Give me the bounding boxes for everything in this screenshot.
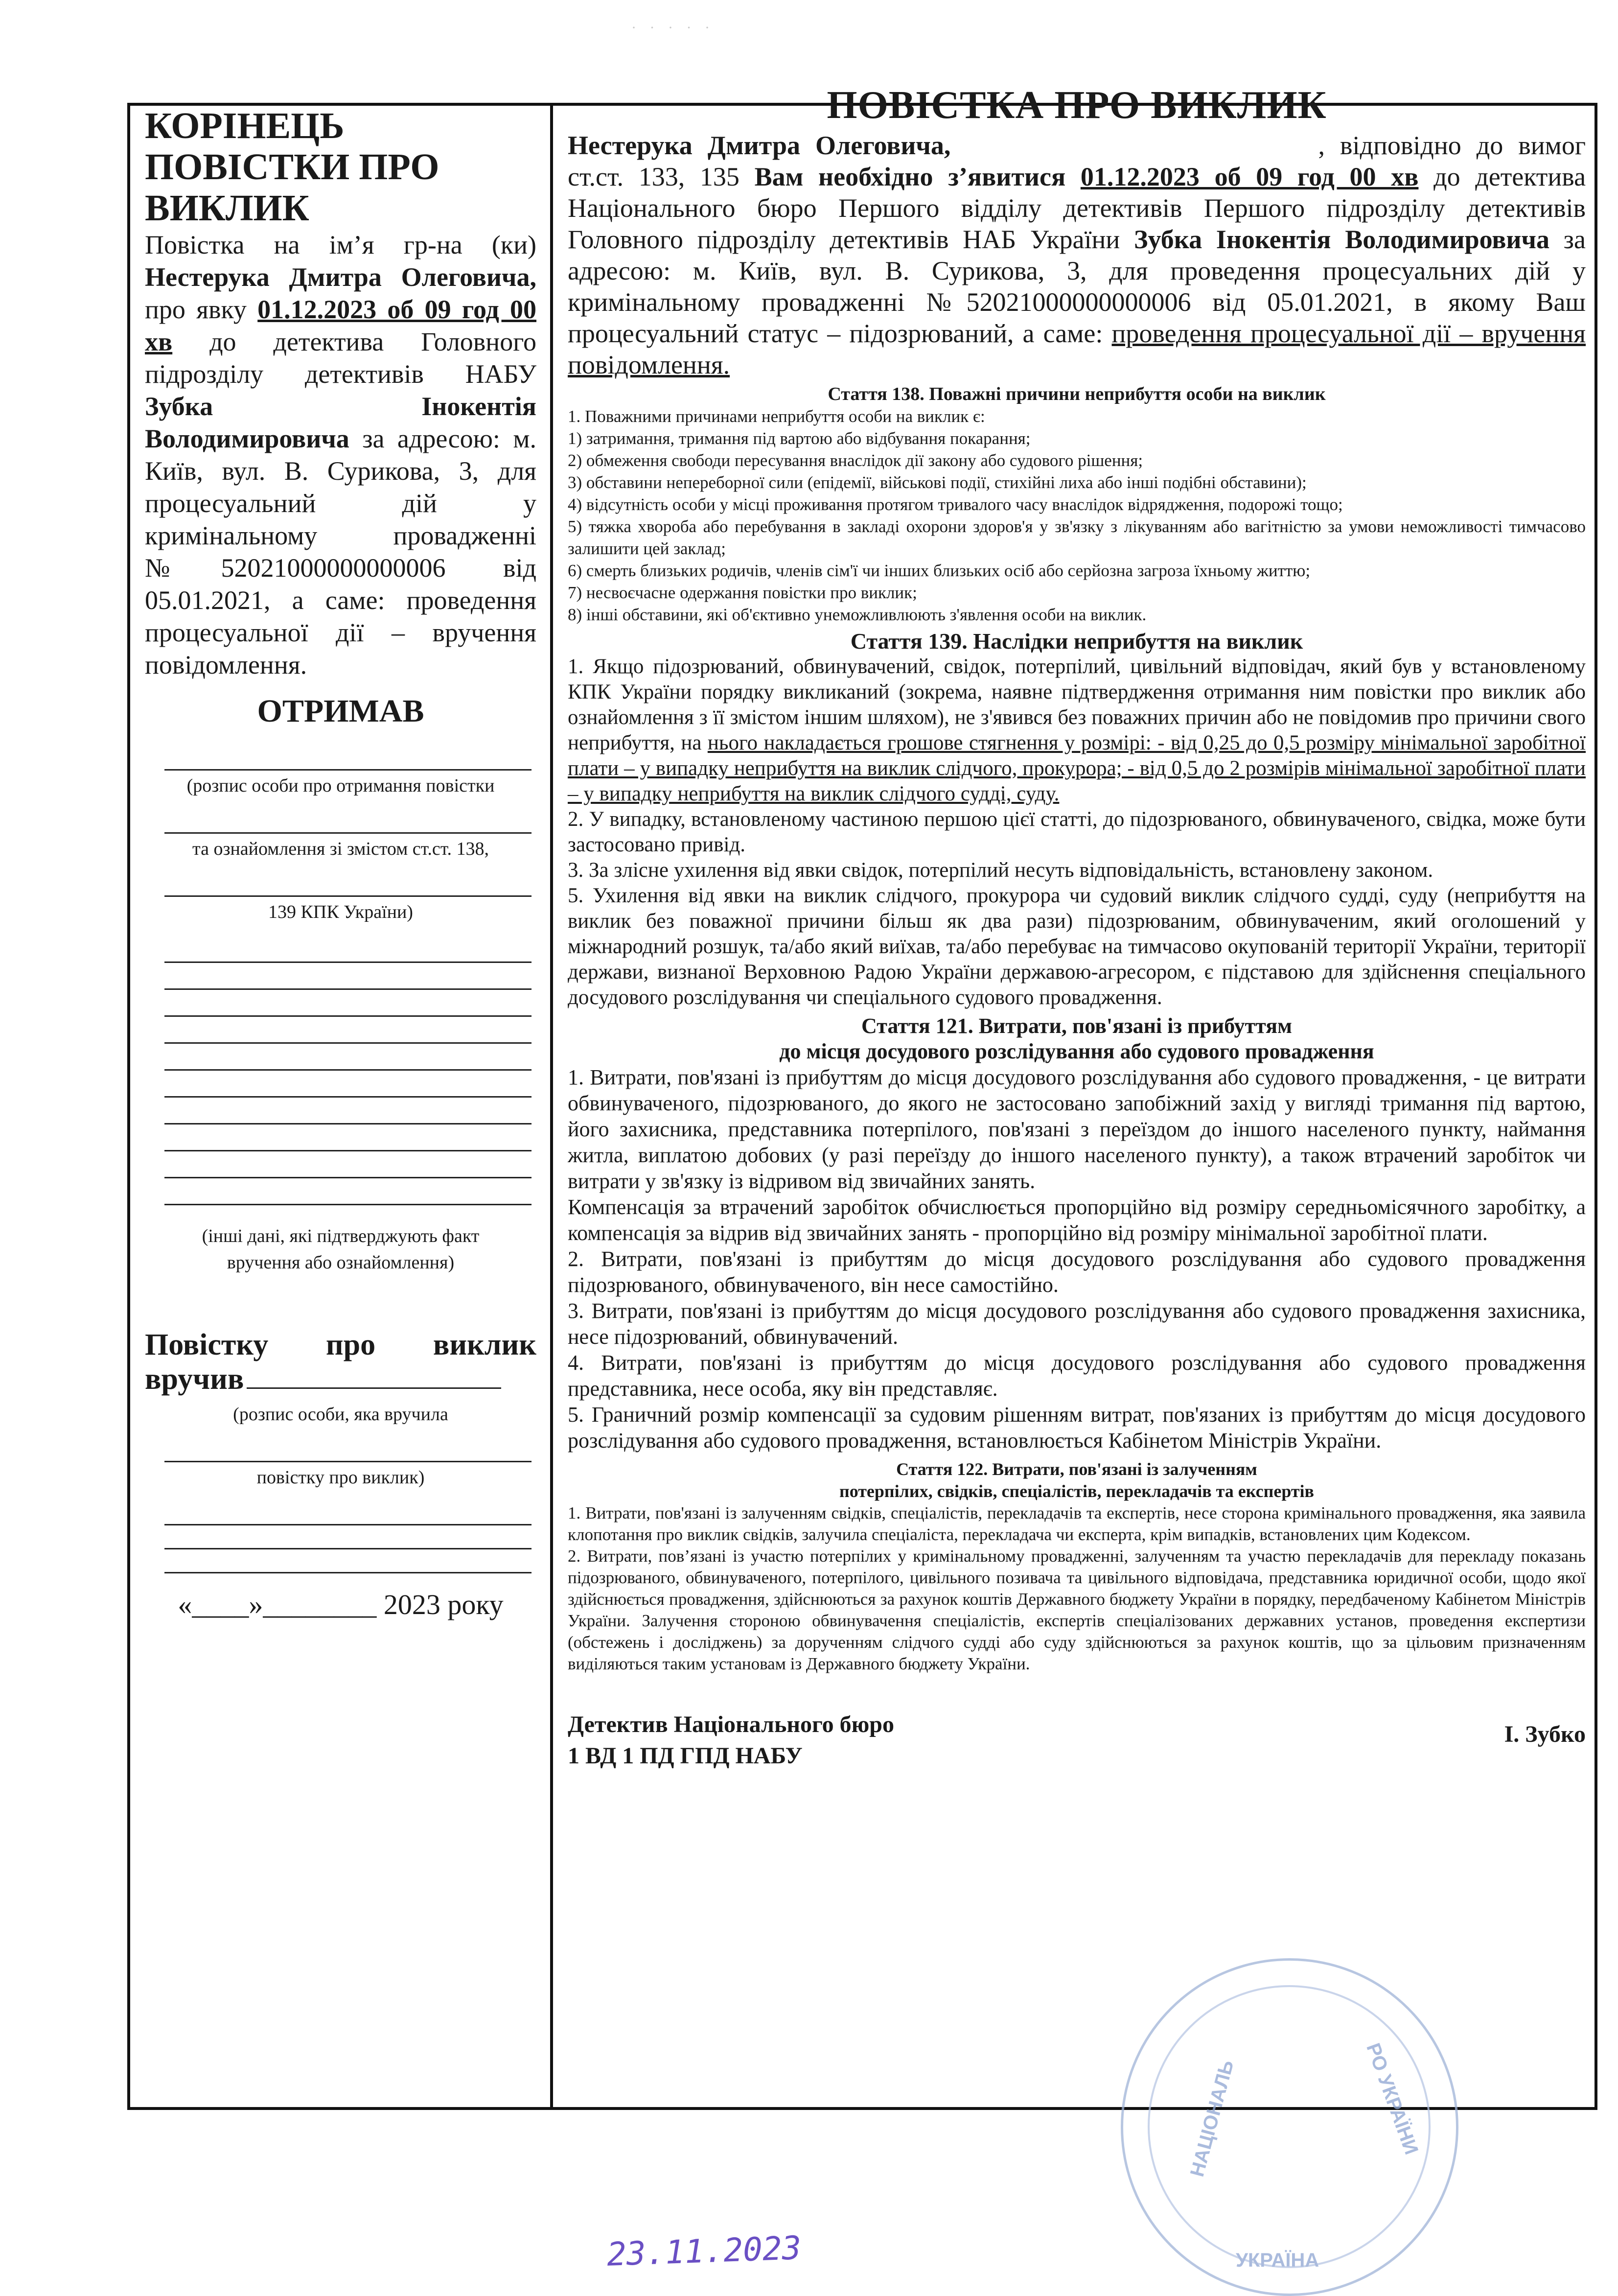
notice-legal-basis: , відповідно до вимог ст.ст. 133,: [568, 131, 1586, 191]
article-138-title: Стаття 138. Поважні причини неприбуття особи на виклик: [828, 384, 1326, 404]
signer-unit: 1 ВД 1 ПД ГПД НАБУ: [568, 1743, 803, 1769]
list-item: 5) тяжка хвороба або перебування в закладі охорони здоров'я у зв'язку з лікуванням або вагітністю за умови неможливості тимчасово залишити цей заклад;: [568, 517, 1586, 558]
signature-line[interactable]: [164, 810, 532, 834]
notice-detective-desc: до детектива Національного бюро Першого відділу детективів Першого підрозділу детективів Головного підрозділу детективів НАБ України: [568, 162, 1586, 254]
stub-column: [145, 105, 536, 1621]
served-signature-line[interactable]: [247, 1387, 501, 1389]
stamp-text: РО УКРАЇНИ: [1362, 2040, 1423, 2157]
notice-proceedings: , для проведення процесуальних дій у кримінальному провадженні №52021000000000006 від 05.01.2021, в якому Ваш процесуальний статус – підозрюваний, а саме:: [568, 256, 1586, 348]
served-extra-line[interactable]: [164, 1525, 532, 1549]
fine-clause: нього накладається грошове стягнення у розмірі: - від 0,25 до 0,5 розміру мінімальної заробітної плати – у випадку неприбуття на виклик слідчого, прокурора; - від 0,5 до 2 розмірів мінімальної заробітної плати – у випадку неприбуття на виклик слідчого судді, суду.: [568, 731, 1586, 805]
notice-datetime: 01.12.2023 об 09 год 00 хв: [1080, 162, 1419, 191]
other-data-line[interactable]: [164, 1151, 532, 1178]
signature-caption-2: та ознайомлення зі змістом ст.ст. 138,: [192, 839, 489, 859]
signature-block: [568, 1709, 1586, 1778]
signature-caption-1: (розпис особи про отримання повістки: [186, 775, 495, 796]
other-data-line[interactable]: [164, 1125, 532, 1151]
article-139-body: 1. Якщо підозрюваний, обвинувачений, свідок, потерпілий, цивільний відповідач, який був у встановленому КПК України порядку викликаний (зокрема, наявне підтвердження отримання ним повістки про виклик або ознайомлення з її змістом іншим шляхом), не з'явився без поважних причин або не повідомив про причини свого неприбуття, на нього накладається грошове стягнення у розмірі: - від 0,25 до 0,5 розміру мінімальної заробітної плати – у випадку неприбуття на виклик слідчого, прокурора; - від 0,5 до 2 розмірів мінімальної заробітної плати – у випадку неприбуття на виклик слідчого судді, суду. 2. У випадку, встановленому частиною першою цієї статті, до підозрюваного, обвинуваченого, свідка, може бути застосовано привід. 3. За злісне ухилення від явки свідок, потерпілий несуть відповідальність, встановлену законом. 5. Ухилення від явки на виклик слідчого, прокурора чи судовий виклик слідчого судді, суду (неприбуття на виклик без поважної причини більш як два рази) підозрюваним, обвинуваченим, який оголошений у міжнародний розшук, та/або який виїхав, та/або перебуває на тимчасово окупованій території України, території держави, визнаної Верховною Радою України державою-агресором, є підставою для здійснення спеціального досудового розслідування чи спеціального судового провадження.: [568, 655, 1586, 1009]
list-item: 7) несвоєчасне одержання повістки про виклик;: [568, 583, 917, 602]
served-extra-line[interactable]: [164, 1501, 532, 1525]
other-data-line[interactable]: [164, 1178, 532, 1205]
received-title: ОТРИМАВ: [257, 693, 424, 729]
other-data-line[interactable]: [164, 1017, 532, 1044]
stub-person-name: Нестерука Дмитра Олеговича,: [145, 262, 536, 292]
stub-body: [145, 229, 536, 681]
stub-detective-name: Зубка Інокентія Володимировича: [145, 392, 536, 453]
stub-about: про явку: [145, 295, 247, 324]
served-caption-2: повістку про виклик): [256, 1467, 425, 1488]
served-by-label: Повістку про виклик вручив: [145, 1328, 536, 1396]
list-item: 6) смерть близьких родичів, членів сім'ї чи інших близьких осіб або серйозна загроза їхньому життю;: [568, 561, 1311, 580]
other-data-line[interactable]: [164, 963, 532, 990]
stamp-text: УКРАЇНА: [1236, 2249, 1319, 2271]
stub-datetime: 01.12.2023 об 09 год 00 хв: [145, 295, 537, 356]
notice-action: проведення процесуальної дії – вручення повідомлення.: [568, 319, 1586, 379]
other-data-line[interactable]: [164, 936, 532, 963]
list-item: 2) обмеження свободи пересування внаслідок дії закону або судового рішення;: [568, 451, 1143, 470]
served-caption-1: (розпис особи, яка вручила: [233, 1404, 448, 1425]
article-122-title: Стаття 122. Витрати, пов'язані із залученням потерпілих, свідків, спеціалістів, перекладачів та експертів: [839, 1459, 1314, 1501]
list-item: 4) відсутність особи у місці проживання протягом тривалого часу внаслідок відрядження, подорожі тощо;: [568, 495, 1343, 514]
signer-title: Детектив Національного бюро: [568, 1711, 894, 1737]
other-data-line[interactable]: [164, 990, 532, 1017]
article-138-list: [568, 405, 1586, 626]
official-stamp: [1121, 1958, 1458, 2296]
notice-detective-name: Зубка Інокентія Володимировича: [1134, 225, 1549, 254]
other-data-line[interactable]: [164, 1071, 532, 1098]
list-item: 3) обставини непереборної сили (епідемії, військові події, стихійні лиха або інші подібні обставини);: [568, 473, 1307, 492]
article-139-title: Стаття 139. Наслідки неприбуття на виклик: [850, 629, 1303, 654]
other-data-line[interactable]: [164, 1098, 532, 1125]
stub-to-detective: до детектива Головного підрозділу детективів НАБУ: [145, 327, 536, 389]
article-122-body: 1. Витрати, пов'язані із залученням свідків, спеціалістів, перекладачів та експертів, несе сторона кримінального провадження, яка заявила клопотання про виклик свідків, залучила спеціаліста, перекладача чи експерта, крім випадків, встановлених цим Кодексом. 2. Витрати, пов’язані із участю потерпілих у кримінальному провадженні, залученням та участю перекладачів для перекладу показань підозрюваного, обвинуваченого, потерпілого, цивільного позивача та цивільного відповідача, представника юридичної особи, щодо якої здійснюється провадження, здійснюються за рахунок коштів Державного бюджету України в порядку, передбаченому Кабінетом Міністрів України. Залучення стороною обвинувачення спеціалістів, експертів спеціалізованих державних установ, проведення експертизи (обстежень і досліджень) за дорученням слідчого судді або суду здійснюються за рахунок коштів, що за цільовим призначенням виділяються таким установам із Державного бюджету України.: [568, 1503, 1586, 1673]
signature-line[interactable]: [164, 873, 532, 897]
other-data-caption-2: вручення або ознайомлення): [227, 1252, 455, 1273]
list-item: 1. Поважними причинами неприбуття особи на виклик є:: [568, 407, 985, 426]
notice-column: [568, 83, 1586, 1778]
other-data-line[interactable]: [164, 1044, 532, 1071]
article-121-body: 1. Витрати, пов'язані із прибуттям до місця досудового розслідування або судового провадження, - це витрати обвинуваченого, підозрюваного, до якого не застосовано запобіжний захід у вигляді тримання під вартою, його захисника, представника потерпілого, пов'язані з переїздом до іншого населеного пункту, наймання житла, виплатою добових (у разі переїзду до іншого населеного пункту), а також втрачений заробіток чи витрати у зв'язку із відривом від звичайних занять. Компенсація за втрачений заробіток обчислюється пропорційно від розміру середньомісячного заробітку, а компенсація за відрив від звичайних занять - пропорційно від розміру мінімальної заробітної плати. 2. Витрати, пов'язані із прибуттям до місця досудового розслідування або судового провадження підозрюваного, обвинуваченого, він несе самостійно. 3. Витрати, пов'язані із прибуттям до місця досудового розслідування або судового провадження захисника, несе підозрюваний, обвинувачений. 4. Витрати, пов'язані із прибуттям до місця досудового розслідування або судового провадження представника, несе особа, яку він представляє. 5. Граничний розмір компенсації за судовим рішенням витрат, пов'язаних із прибуттям до місця досудового розслідування або судового провадження, встановлюється Кабінетом Міністрів України.: [568, 1065, 1586, 1453]
served-extra-line[interactable]: [164, 1549, 532, 1573]
stub-address: за адресою: м. Київ, вул. В. Сурикова, 3, для процесуальний дій у кримінальному провадженні №52021000000000006 від 05.01.2021, а саме: проведення процесуальної дії – вручення повідомлення.: [145, 424, 536, 679]
signature-caption-3: 139 КПК України): [268, 902, 413, 922]
stub-intro: Повістка на ім’я гр-на (ки): [145, 230, 536, 259]
list-item: 1) затримання, тримання під вартою або відбування покарання;: [568, 429, 1031, 448]
stamp-text: НАЦІОНАЛЬ: [1186, 2058, 1238, 2179]
list-item: 8) інші обставини, які об'єктивно унеможливлюють з'явлення особи на виклик.: [568, 605, 1147, 624]
stub-date-line[interactable]: «____»________ 2023 року: [178, 1589, 504, 1620]
other-data-caption-1: (інші дані, які підтверджують факт: [202, 1226, 480, 1246]
notice-appear-text: Вам необхідно з’явитися: [754, 162, 1066, 191]
signer-name: І. Зубко: [1504, 1721, 1586, 1747]
handwritten-date: 23.11.2023: [606, 2229, 802, 2273]
notice-intro: Нестерука Дмитра Олеговича, , відповідно до вимог ст.ст. 133, 135 Вам необхідно з’явитися 01.12.2023 об 09 год 00 хв до детектива Національного бюро Першого відділу детективів Першого підрозділу детективів Головного підрозділу детективів НАБ України Зубка Інокентія Володимировича за адресою: м. Київ, вул. В. Сурикова, 3, для проведення процесуальних дій у кримінальному провадженні №52021000000000006 від 05.01.2021, в якому Ваш процесуальний статус – підозрюваний, а саме: проведення процесуальної дії – вручення повідомлення.: [568, 131, 1586, 379]
notice-title: ПОВІСТКА ПРО ВИКЛИК: [827, 84, 1327, 127]
scan-marks: · · · · ·: [631, 20, 715, 36]
notice-address: за адресою: м. Київ, вул. В. Сурикова, 3: [568, 225, 1586, 285]
stub-title: КОРІНЕЦЬ ПОВІСТКИ ПРО ВИКЛИК: [145, 105, 439, 229]
article-121-title: Стаття 121. Витрати, пов'язані із прибуттям до місця досудового розслідування або судового провадження: [779, 1014, 1374, 1063]
notice-person-name: Нестерука Дмитра Олеговича,: [568, 131, 951, 160]
served-signature-line[interactable]: [164, 1438, 532, 1462]
signature-line[interactable]: [164, 747, 532, 771]
stamp-inner-ring: [1148, 1985, 1431, 2268]
